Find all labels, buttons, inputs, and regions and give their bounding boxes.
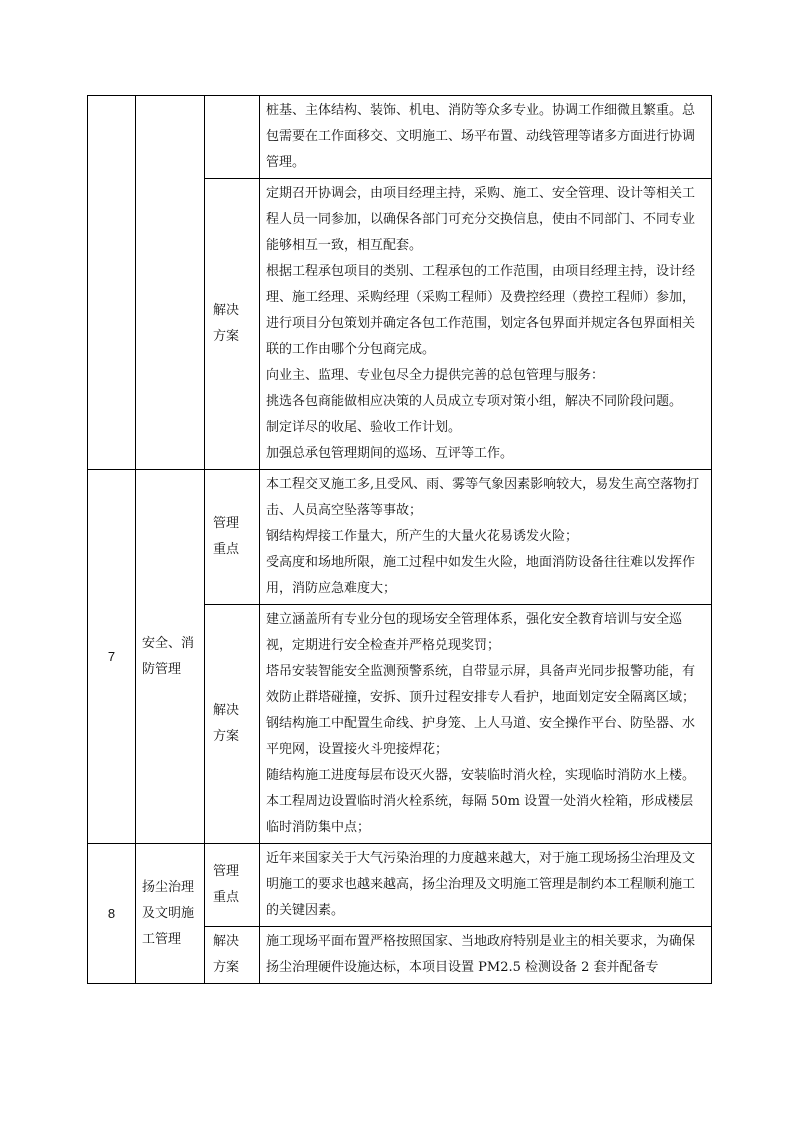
solution-content-cell: [260, 179, 712, 470]
key-point-label: 管理重点: [205, 470, 260, 605]
item-number-cell: [88, 96, 136, 470]
item-number: 8: [88, 844, 136, 984]
content-paragraph: 定期召开协调会，由项目经理主持，采购、施工、安全管理、设计等相关工程人员一同参加，以确保各部门可充分交换信息，使由不同部门、不同专业能够相互一致，相互配套。: [266, 186, 696, 253]
key-point-label: 管理重点: [205, 844, 260, 927]
content-paragraph: 根据工程承包项目的类别、工程承包的工作范围，由项目经理主持，设计经理、施工经理、采购经理（采购工程师）及费控经理（费控工程师）参加，进行项目分包策划并确定各包工作范围，划定各包界面并规定各包界面相关联的工作由哪个分包商完成。: [266, 264, 696, 357]
category-label: 安全、消防管理: [136, 470, 205, 844]
content-paragraph: 随结构施工进度每层布设灭火器，安装临时消火栓，实现临时消防水上楼。本工程周边设置临时消火栓系统，每隔 50m 设置一处消火栓箱，形成楼层临时消防集中点；: [266, 768, 696, 835]
key-point-content-cell: [260, 844, 712, 927]
solution-content-cell: [260, 605, 712, 844]
management-table: [87, 95, 712, 984]
content-paragraph: 钢结构焊接工作量大，所产生的大量火花易诱发火险；: [266, 529, 579, 544]
category-cell: [136, 96, 205, 470]
solution-label: 解决方案: [205, 179, 260, 470]
solution-label: 解决方案: [205, 605, 260, 844]
content-paragraph: 加强总承包管理期间的巡场、互评等工作。: [266, 446, 514, 461]
content-paragraph: 施工现场平面布置严格按照国家、当地政府特别是业主的相关要求，为确保扬尘治理硬件设施达标，本项目设置 PM2.5 检测设备 2 套并配备专: [266, 934, 696, 975]
item-number: 7: [88, 470, 136, 844]
content-paragraph: 塔吊安装智能安全监测预警系统，自带显示屏，具备声光同步报警功能，有效防止群塔碰撞，安拆、顶升过程安排专人看护，地面划定安全隔离区域；: [266, 664, 696, 705]
category-label: 扬尘治理及文明施工管理: [136, 844, 205, 984]
table-row: [88, 844, 712, 927]
table-row: [88, 470, 712, 605]
solution-content-cell: [260, 927, 712, 984]
key-point-content-cell: [260, 470, 712, 605]
content-paragraph: 受高度和场地所限，施工过程中如发生火险，地面消防设备往往难以发挥作用，消防应急难度大；: [266, 555, 696, 596]
solution-label: 解决方案: [205, 927, 260, 984]
continued-content-cell: [260, 96, 712, 179]
sub-label-cell: [205, 96, 260, 179]
content-paragraph: 桩基、主体结构、装饰、机电、消防等众多专业。协调工作细微且繁重。总包需要在工作面移交、文明施工、场平布置、动线管理等诸多方面进行协调管理。: [266, 103, 696, 170]
content-paragraph: 建立涵盖所有专业分包的现场安全管理体系，强化安全教育培训与安全巡视，定期进行安全检查并严格兑现奖罚；: [266, 612, 683, 653]
content-paragraph: 挑选各包商能做相应决策的人员成立专项对策小组，解决不同阶段问题。: [266, 394, 683, 409]
content-paragraph: 钢结构施工中配置生命线、护身笼、上人马道、安全操作平台、防坠器、水平兜网，设置接火斗兜接焊花；: [266, 716, 696, 757]
content-paragraph: 向业主、监理、专业包尽全力提供完善的总包管理与服务：: [266, 368, 605, 383]
content-paragraph: 制定详尽的收尾、验收工作计划。: [266, 420, 462, 435]
content-paragraph: 近年来国家关于大气污染治理的力度越来越大，对于施工现场扬尘治理及文明施工的要求也越来越高，扬尘治理及文明施工管理是制约本工程顺利施工的关键因素。: [266, 851, 696, 918]
table-row: [88, 96, 712, 179]
content-paragraph: 本工程交叉施工多,且受风、雨、雾等气象因素影响较大，易发生高空落物打击、人员高空坠落等事故；: [266, 477, 700, 518]
